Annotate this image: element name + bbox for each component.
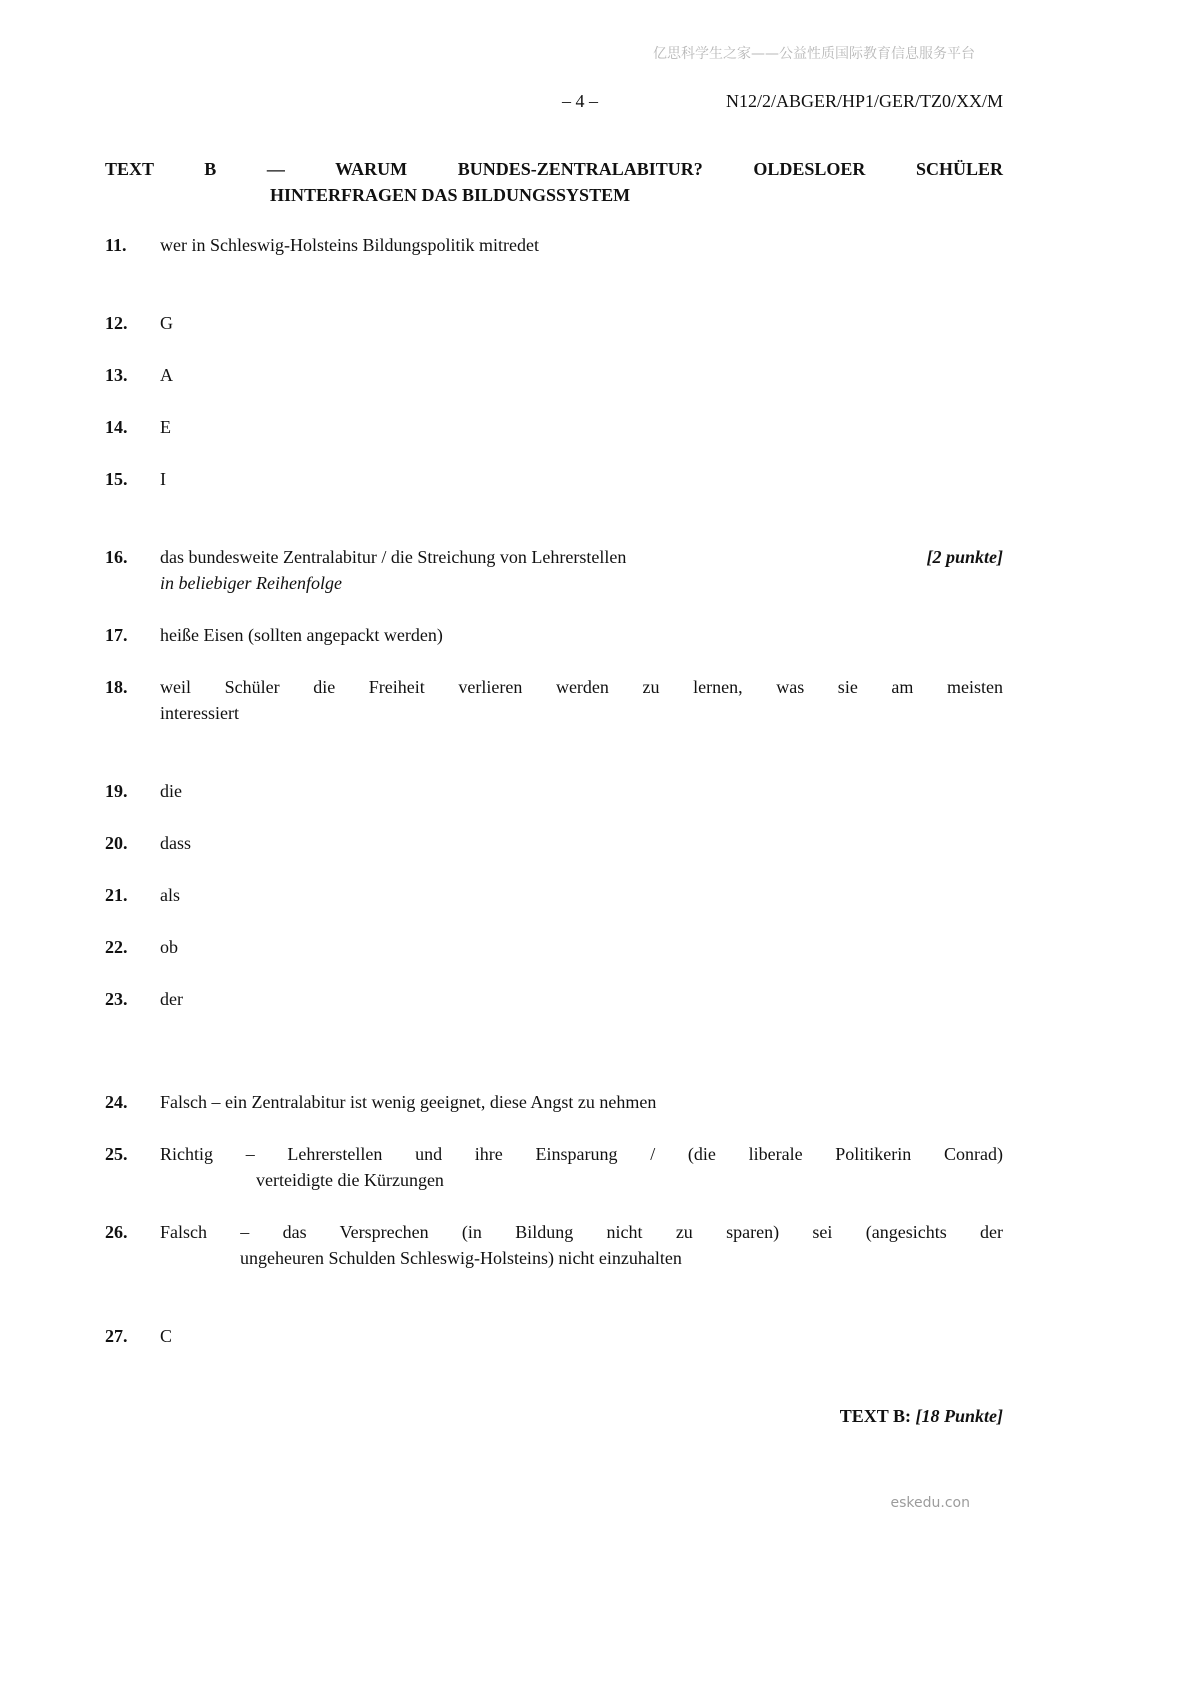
answer-number: 12. [105, 313, 128, 333]
total-points-value: [18 Punkte] [915, 1406, 1003, 1426]
total-points-label: TEXT B: [839, 1406, 911, 1426]
watermark-bottom: eskedu.con [890, 1495, 970, 1511]
answer-number: 26. [105, 1222, 128, 1242]
answer-row [105, 934, 1003, 960]
section-title-line1: TEXT B — WARUM BUNDES-ZENTRALABITUR? OLDESLOER SCHÜLER [105, 159, 1003, 179]
answer-text: das bundesweite Zentralabitur / die Streichung von Lehrerstellen [160, 547, 627, 567]
answer-number: 21. [105, 885, 128, 905]
page-content [105, 0, 1003, 1429]
answer-row [105, 1089, 1003, 1115]
answer-text: Falsch – ein Zentralabitur ist wenig geeignet, diese Angst zu nehmen [160, 1092, 657, 1112]
answer-text: der [160, 989, 183, 1009]
answer-number: 22. [105, 937, 128, 957]
page-header [105, 88, 1003, 114]
answer-row [105, 1141, 1003, 1193]
answer-row [105, 544, 1003, 596]
answer-row [105, 232, 1003, 258]
answer-text-line2: interessiert [160, 703, 239, 723]
answer-text-line2: ungeheuren Schulden Schleswig-Holsteins) nicht einzuhalten [240, 1248, 682, 1268]
section-title [105, 156, 1003, 208]
answer-text: heiße Eisen (sollten angepackt werden) [160, 625, 443, 645]
answer-number: 20. [105, 833, 128, 853]
answer-number: 25. [105, 1144, 128, 1164]
answer-text: C [160, 1326, 173, 1346]
answer-text: I [160, 469, 166, 489]
answer-number: 18. [105, 677, 128, 697]
answer-number: 16. [105, 547, 128, 567]
answer-text: die [160, 781, 182, 801]
answer-number: 19. [105, 781, 128, 801]
answer-text: A [160, 365, 173, 385]
answer-number: 17. [105, 625, 128, 645]
answer-text: E [160, 417, 171, 437]
answer-row [105, 830, 1003, 856]
answer-number: 15. [105, 469, 128, 489]
answer-text-line1: Richtig – Lehrerstellen und ihre Einsparung / (die liberale Politikerin Conrad) [160, 1144, 1003, 1164]
answer-row [105, 466, 1003, 492]
answer-row [105, 1323, 1003, 1349]
answer-row [105, 986, 1003, 1012]
answer-number: 27. [105, 1326, 128, 1346]
answer-text: dass [160, 833, 191, 853]
paper-code: N12/2/ABGER/HP1/GER/TZ0/XX/M [725, 91, 1003, 111]
answer-note: in beliebiger Reihenfolge [160, 573, 342, 593]
answer-number: 11. [105, 235, 127, 255]
answer-row [105, 310, 1003, 336]
answer-number: 23. [105, 989, 128, 1009]
answer-text-line1: weil Schüler die Freiheit verlieren werden zu lernen, was sie am meisten [160, 677, 1003, 697]
answer-row [105, 622, 1003, 648]
answer-text: wer in Schleswig-Holsteins Bildungspolitik mitredet [160, 235, 539, 255]
page-number: – 4 – [562, 91, 598, 111]
watermark-top: 亿思科学生之家——公益性质国际教育信息服务平台 [653, 46, 975, 62]
section-title-line2: HINTERFRAGEN DAS BILDUNGSSYSTEM [270, 185, 631, 205]
answer-text: als [160, 885, 180, 905]
answer-row [105, 1219, 1003, 1271]
answer-row [105, 778, 1003, 804]
answer-number: 13. [105, 365, 128, 385]
answer-number: 14. [105, 417, 128, 437]
answer-row [105, 882, 1003, 908]
answer-row [105, 414, 1003, 440]
answer-row [105, 362, 1003, 388]
answer-text-line1: Falsch – das Versprechen (in Bildung nicht zu sparen) sei (angesichts der [160, 1222, 1003, 1242]
answer-number: 24. [105, 1092, 128, 1112]
answer-text-line2: verteidigte die Kürzungen [256, 1170, 444, 1190]
points-annotation: [2 punkte] [926, 547, 1003, 567]
answer-text: G [160, 313, 173, 333]
answer-text: ob [160, 937, 178, 957]
answer-row [105, 674, 1003, 726]
total-points [105, 1403, 1003, 1429]
